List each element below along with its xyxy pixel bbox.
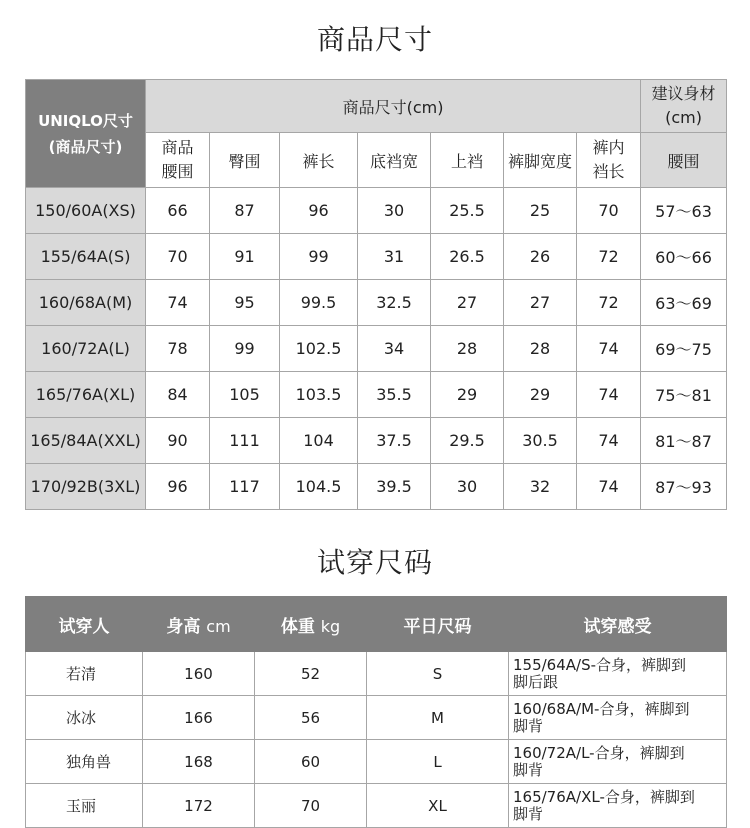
tester-name: 玉丽: [26, 784, 143, 828]
size-value-cell: 57～63: [641, 188, 727, 234]
col-header-length: 裤长: [280, 133, 358, 188]
size-value-cell: 74: [146, 280, 210, 326]
size-label: 150/60A(XS): [26, 188, 146, 234]
tester-usual-size: S: [367, 652, 509, 696]
size-value-cell: 69～75: [641, 326, 727, 372]
size-value-cell: 70: [146, 234, 210, 280]
trial-row: [26, 784, 727, 828]
col-header-usual-size: 平日尺码: [367, 597, 509, 652]
size-value-cell: 28: [431, 326, 504, 372]
size-row: [26, 234, 727, 280]
size-value-cell: 30: [431, 464, 504, 510]
size-value-cell: 63～69: [641, 280, 727, 326]
size-row: [26, 188, 727, 234]
suggested-body-header: [641, 80, 727, 133]
size-value-cell: 74: [577, 372, 641, 418]
tester-name: 独角兽: [26, 740, 143, 784]
size-value-cell: 74: [577, 464, 641, 510]
size-value-cell: 74: [577, 418, 641, 464]
size-value-cell: 29: [431, 372, 504, 418]
size-value-cell: 78: [146, 326, 210, 372]
size-value-cell: 29.5: [431, 418, 504, 464]
size-value-cell: 74: [577, 326, 641, 372]
tester-feeling: 160/68A/M-合身，裤脚到 脚背: [509, 696, 727, 740]
col-header-feeling: 试穿感受: [509, 597, 727, 652]
brand-size-sublabel: (商品尺寸): [48, 137, 123, 156]
size-value-cell: 99.5: [280, 280, 358, 326]
size-value-cell: 95: [210, 280, 280, 326]
size-value-cell: 27: [504, 280, 577, 326]
trial-header-row: [26, 597, 727, 652]
size-value-cell: 75～81: [641, 372, 727, 418]
size-value-cell: 25.5: [431, 188, 504, 234]
size-label: 160/72A(L): [26, 326, 146, 372]
col-header-hem-width: 裤脚宽度: [504, 133, 577, 188]
size-value-cell: 60～66: [641, 234, 727, 280]
size-label: 160/68A(M): [26, 280, 146, 326]
size-table: [25, 79, 727, 510]
size-value-cell: 72: [577, 234, 641, 280]
tester-feeling: 165/76A/XL-合身，裤脚到 脚背: [509, 784, 727, 828]
col-header-inseam: 裤内 裆长: [577, 133, 641, 188]
col-header-person: 试穿人: [26, 597, 143, 652]
tester-feeling: 155/64A/S-合身，裤脚到 脚后跟: [509, 652, 727, 696]
size-value-cell: 30.5: [504, 418, 577, 464]
size-row: [26, 280, 727, 326]
tester-height: 172: [143, 784, 255, 828]
size-value-cell: 26: [504, 234, 577, 280]
col-header-crotch-width: 底裆宽: [358, 133, 431, 188]
size-section-title: 商品尺寸: [316, 23, 433, 56]
size-value-cell: 96: [146, 464, 210, 510]
trial-row: [26, 740, 727, 784]
size-value-cell: 111: [210, 418, 280, 464]
size-label: 155/64A(S): [26, 234, 146, 280]
tester-usual-size: M: [367, 696, 509, 740]
size-label: 165/84A(XXL): [26, 418, 146, 464]
tester-usual-size: XL: [367, 784, 509, 828]
size-value-cell: 96: [280, 188, 358, 234]
size-value-cell: 35.5: [358, 372, 431, 418]
tester-height: 160: [143, 652, 255, 696]
size-value-cell: 70: [577, 188, 641, 234]
size-value-cell: 81～87: [641, 418, 727, 464]
size-value-cell: 91: [210, 234, 280, 280]
size-value-cell: 104: [280, 418, 358, 464]
size-value-cell: 90: [146, 418, 210, 464]
size-value-cell: 28: [504, 326, 577, 372]
tester-name: 若清: [26, 652, 143, 696]
tester-weight: 60: [255, 740, 367, 784]
trial-table: [25, 596, 727, 828]
suggested-body-unit: (cm): [665, 108, 702, 127]
size-value-cell: 25: [504, 188, 577, 234]
tester-name: 冰冰: [26, 696, 143, 740]
size-row: [26, 372, 727, 418]
tester-usual-size: L: [367, 740, 509, 784]
tester-weight: 70: [255, 784, 367, 828]
size-value-cell: 66: [146, 188, 210, 234]
trial-row: [26, 696, 727, 740]
tester-feeling: 160/72A/L-合身，裤脚到 脚背: [509, 740, 727, 784]
col-header-waist: 商品 腰围: [146, 133, 210, 188]
col-header-hip: 臀围: [210, 133, 280, 188]
col-header-height: 身高 cm: [143, 597, 255, 652]
size-row: [26, 326, 727, 372]
size-value-cell: 32.5: [358, 280, 431, 326]
size-row: [26, 464, 727, 510]
brand-size-label: UNIQLO尺寸: [38, 111, 133, 130]
size-value-cell: 31: [358, 234, 431, 280]
product-size-group-header: 商品尺寸(cm): [146, 80, 641, 133]
size-label: 165/76A(XL): [26, 372, 146, 418]
size-value-cell: 26.5: [431, 234, 504, 280]
tester-height: 168: [143, 740, 255, 784]
size-value-cell: 37.5: [358, 418, 431, 464]
size-value-cell: 39.5: [358, 464, 431, 510]
size-value-cell: 84: [146, 372, 210, 418]
size-value-cell: 30: [358, 188, 431, 234]
tester-weight: 56: [255, 696, 367, 740]
size-value-cell: 34: [358, 326, 431, 372]
size-value-cell: 117: [210, 464, 280, 510]
suggested-body-label: 建议身材: [651, 84, 716, 103]
size-value-cell: 103.5: [280, 372, 358, 418]
size-value-cell: 104.5: [280, 464, 358, 510]
col-header-rise: 上裆: [431, 133, 504, 188]
trial-row: [26, 652, 727, 696]
size-label: 170/92B(3XL): [26, 464, 146, 510]
size-value-cell: 72: [577, 280, 641, 326]
size-value-cell: 29: [504, 372, 577, 418]
size-value-cell: 87: [210, 188, 280, 234]
size-value-cell: 87～93: [641, 464, 727, 510]
col-header-body-waist: 腰围: [641, 133, 727, 188]
size-value-cell: 105: [210, 372, 280, 418]
tester-height: 166: [143, 696, 255, 740]
size-value-cell: 99: [210, 326, 280, 372]
size-value-cell: 102.5: [280, 326, 358, 372]
col-header-weight: 体重 kg: [255, 597, 367, 652]
size-value-cell: 99: [280, 234, 358, 280]
trial-section-title: 试穿尺码: [316, 546, 433, 579]
size-value-cell: 27: [431, 280, 504, 326]
brand-size-header: [26, 80, 146, 188]
size-value-cell: 32: [504, 464, 577, 510]
tester-weight: 52: [255, 652, 367, 696]
size-row: [26, 418, 727, 464]
